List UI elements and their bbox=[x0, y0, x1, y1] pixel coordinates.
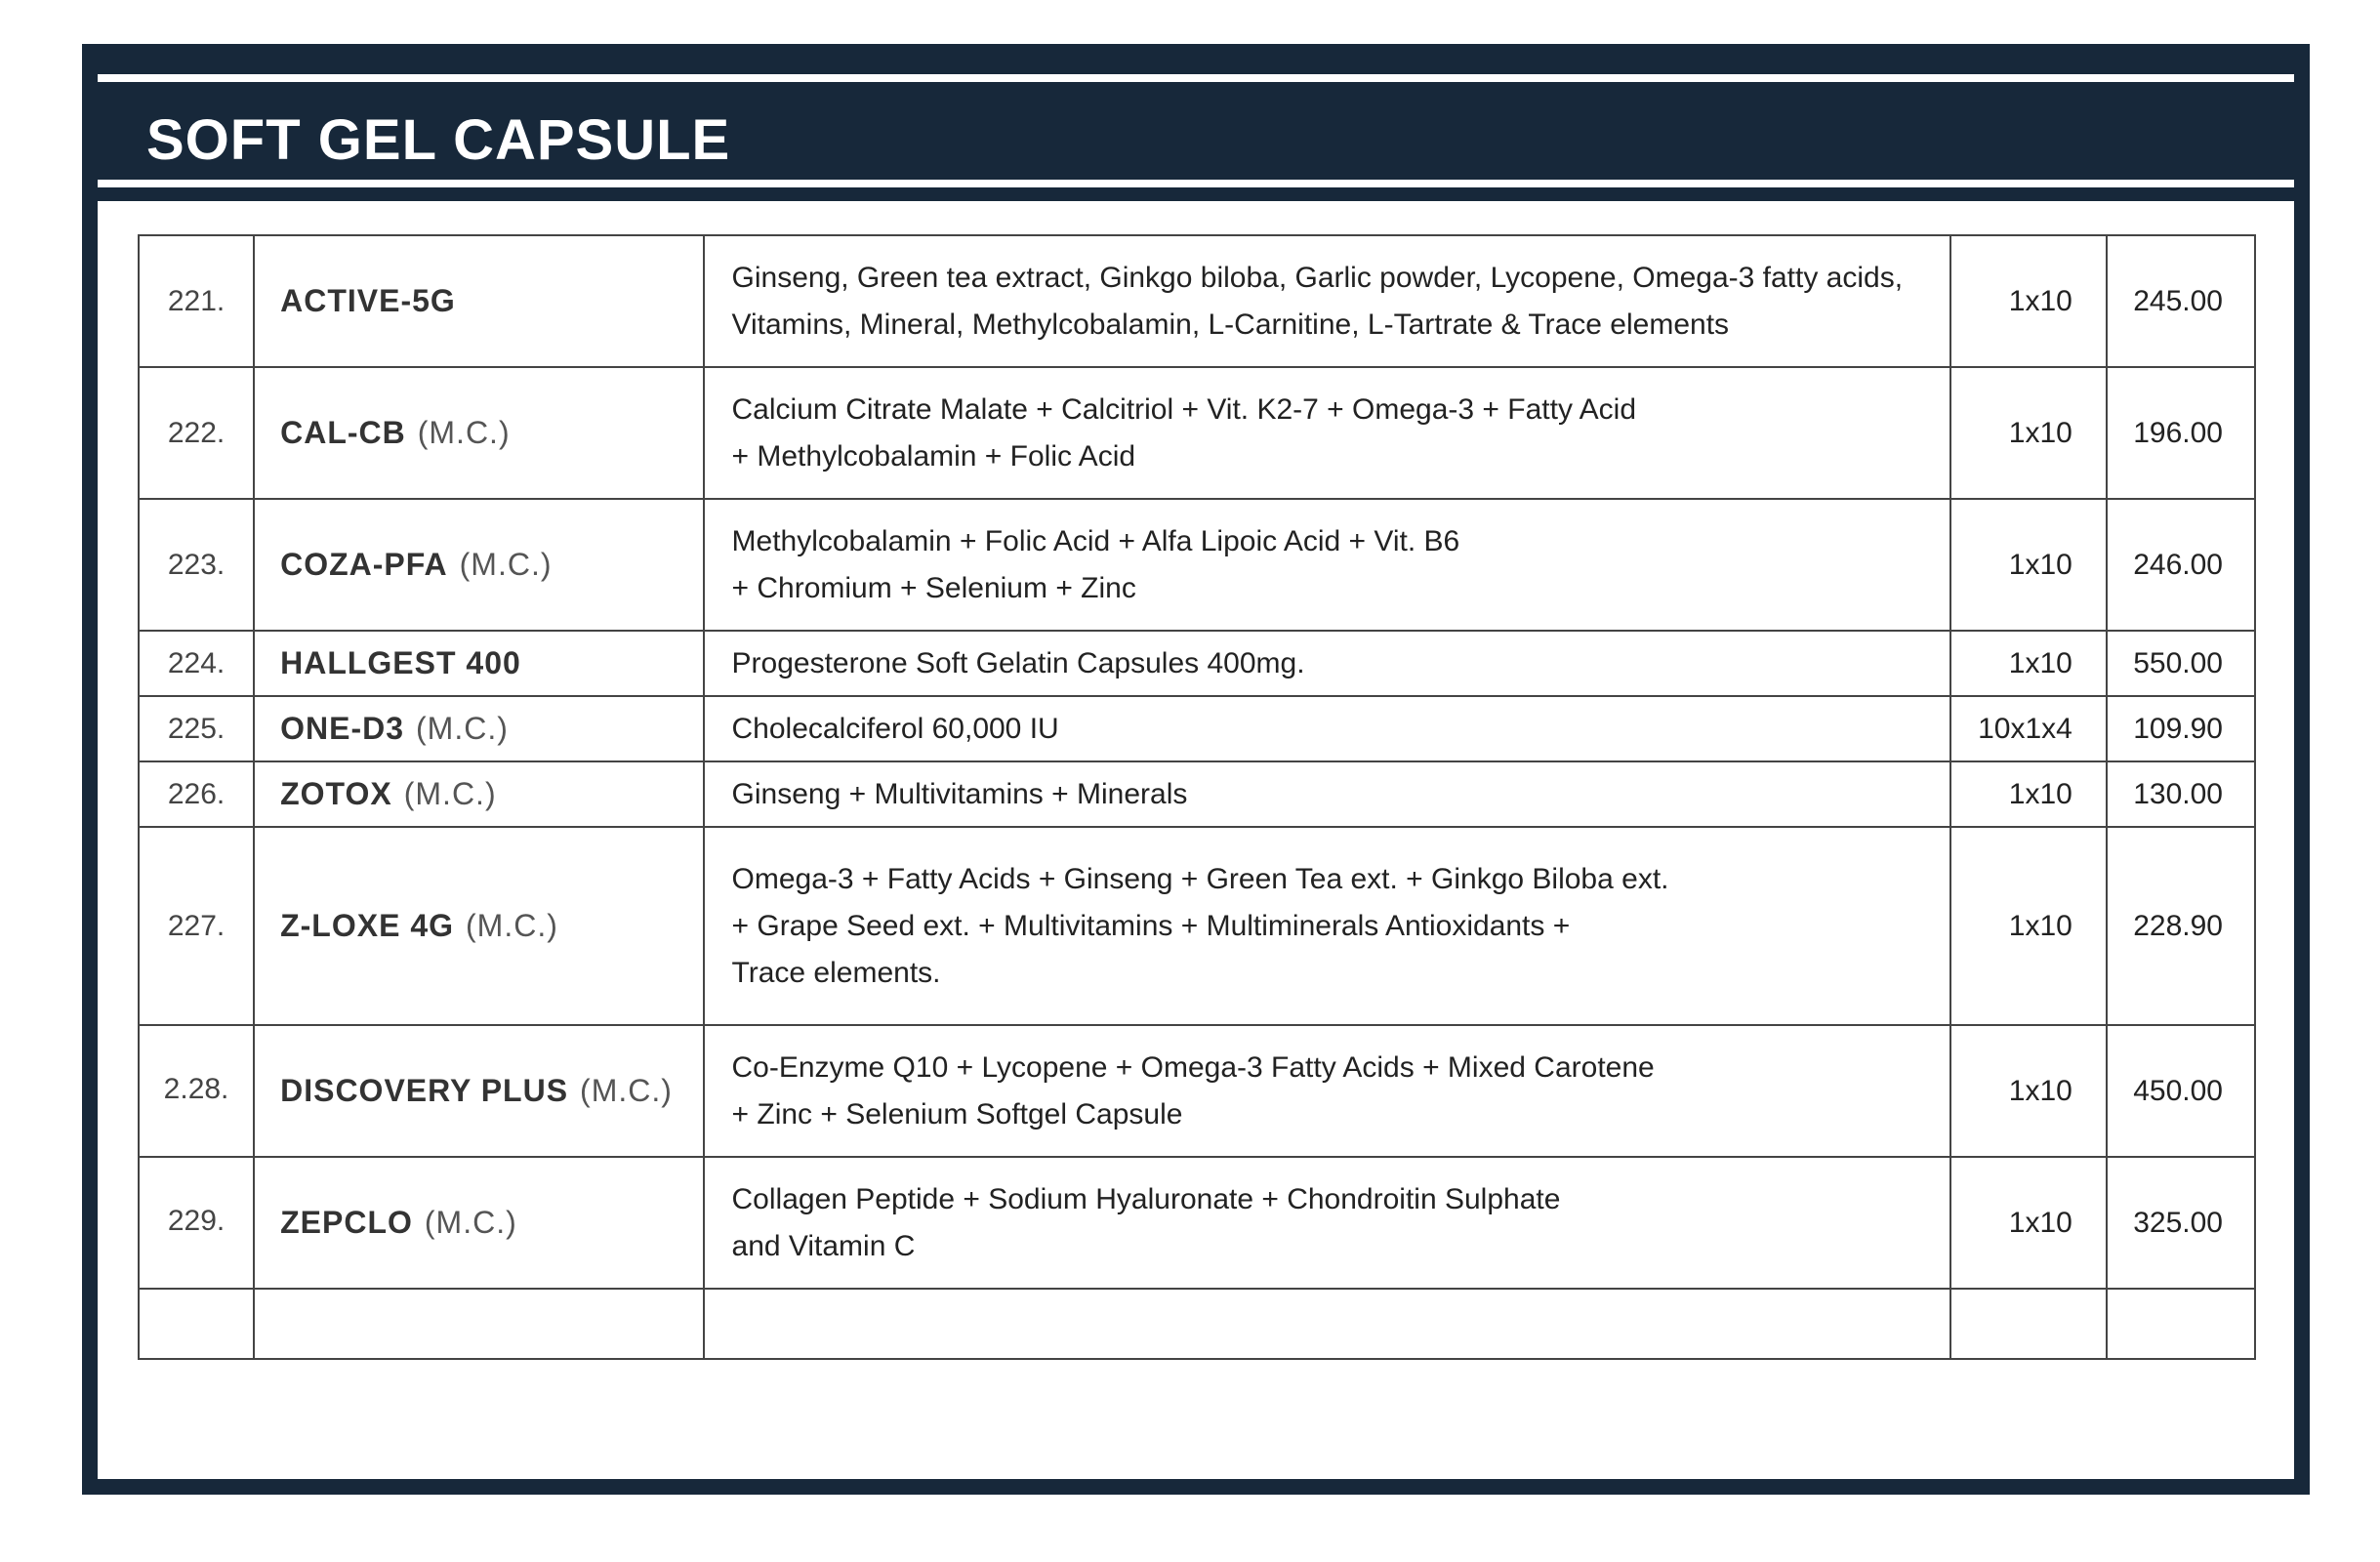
empty-cell bbox=[2107, 1289, 2255, 1359]
product-composition bbox=[704, 1157, 1950, 1289]
product-pack: 1x10 bbox=[1950, 761, 2107, 827]
product-name: DISCOVERY PLUS bbox=[280, 1073, 569, 1108]
header-rule-top bbox=[98, 74, 2294, 82]
table-row bbox=[139, 367, 2255, 499]
empty-cell bbox=[1950, 1289, 2107, 1359]
product-number: 225. bbox=[139, 696, 254, 761]
composition-line: + Methylcobalamin + Folic Acid bbox=[731, 439, 1136, 473]
composition-line: Methylcobalamin + Folic Acid + Alfa Lipoic Acid + Vit. B6 bbox=[731, 524, 1460, 557]
product-composition bbox=[704, 367, 1950, 499]
product-name-cell bbox=[254, 631, 703, 696]
product-pack: 1x10 bbox=[1950, 235, 2107, 367]
product-suffix: (M.C.) bbox=[459, 547, 553, 582]
composition-line: and Vitamin C bbox=[731, 1229, 916, 1262]
product-name-cell bbox=[254, 1157, 703, 1289]
product-number: 222. bbox=[139, 367, 254, 499]
product-composition bbox=[704, 761, 1950, 827]
product-suffix: (M.C.) bbox=[403, 776, 497, 811]
product-composition bbox=[704, 235, 1950, 367]
product-name-cell bbox=[254, 367, 703, 499]
composition-line: Omega-3 + Fatty Acids + Ginseng + Green Tea ext. + Ginkgo Biloba ext. bbox=[731, 862, 1669, 895]
composition-line: Vitamins, Mineral, Methylcobalamin, L-Carnitine, L-Tartrate & Trace elements bbox=[731, 308, 1730, 341]
empty-table-row bbox=[139, 1289, 2255, 1359]
product-composition bbox=[704, 499, 1950, 631]
composition-line: Progesterone Soft Gelatin Capsules 400mg. bbox=[731, 646, 1305, 679]
product-suffix: (M.C.) bbox=[466, 908, 558, 943]
product-name: ONE-D3 bbox=[280, 711, 404, 746]
product-pack: 1x10 bbox=[1950, 499, 2107, 631]
product-number: 227. bbox=[139, 827, 254, 1025]
product-price: 246.00 bbox=[2107, 499, 2255, 631]
table-row bbox=[139, 631, 2255, 696]
composition-line: + Chromium + Selenium + Zinc bbox=[731, 571, 1136, 604]
header-rule-bottom bbox=[98, 180, 2294, 187]
product-pack: 1x10 bbox=[1950, 1157, 2107, 1289]
product-price-table bbox=[138, 234, 2256, 1360]
table-row bbox=[139, 696, 2255, 761]
empty-cell bbox=[139, 1289, 254, 1359]
product-number: 229. bbox=[139, 1157, 254, 1289]
product-pack: 10x1x4 bbox=[1950, 696, 2107, 761]
product-suffix: (M.C.) bbox=[417, 415, 511, 450]
product-pack: 1x10 bbox=[1950, 827, 2107, 1025]
product-name-cell bbox=[254, 696, 703, 761]
product-number: 221. bbox=[139, 235, 254, 367]
product-price: 450.00 bbox=[2107, 1025, 2255, 1157]
product-name: HALLGEST 400 bbox=[280, 645, 521, 680]
page-title: SOFT GEL CAPSULE bbox=[146, 108, 731, 172]
product-composition bbox=[704, 696, 1950, 761]
table-row bbox=[139, 761, 2255, 827]
composition-line: Co-Enzyme Q10 + Lycopene + Omega-3 Fatty Acids + Mixed Carotene bbox=[731, 1050, 1655, 1084]
product-composition bbox=[704, 631, 1950, 696]
product-price: 550.00 bbox=[2107, 631, 2255, 696]
product-pack: 1x10 bbox=[1950, 367, 2107, 499]
empty-cell bbox=[254, 1289, 703, 1359]
product-price: 228.90 bbox=[2107, 827, 2255, 1025]
product-number: 224. bbox=[139, 631, 254, 696]
product-name-cell bbox=[254, 499, 703, 631]
product-price: 325.00 bbox=[2107, 1157, 2255, 1289]
composition-line: + Zinc + Selenium Softgel Capsule bbox=[731, 1097, 1183, 1130]
product-name: ZEPCLO bbox=[280, 1205, 413, 1240]
product-number: 223. bbox=[139, 499, 254, 631]
table-row bbox=[139, 1157, 2255, 1289]
product-suffix: (M.C.) bbox=[580, 1073, 673, 1108]
product-composition bbox=[704, 827, 1950, 1025]
product-suffix: (M.C.) bbox=[424, 1205, 517, 1240]
product-name-cell bbox=[254, 1025, 703, 1157]
product-price: 130.00 bbox=[2107, 761, 2255, 827]
product-table-body bbox=[139, 235, 2255, 1359]
product-pack: 1x10 bbox=[1950, 631, 2107, 696]
product-name-cell bbox=[254, 761, 703, 827]
product-name: ACTIVE-5G bbox=[280, 283, 456, 318]
empty-cell bbox=[704, 1289, 1950, 1359]
composition-line: Ginseng, Green tea extract, Ginkgo biloba, Garlic powder, Lycopene, Omega-3 fatty acids, bbox=[731, 261, 1904, 294]
composition-line: Ginseng + Multivitamins + Minerals bbox=[731, 777, 1188, 810]
product-number: 2.28. bbox=[139, 1025, 254, 1157]
composition-line: + Grape Seed ext. + Multivitamins + Multiminerals Antioxidants + bbox=[731, 909, 1571, 942]
table-row bbox=[139, 235, 2255, 367]
product-name: Z-LOXE 4G bbox=[280, 908, 454, 943]
table-row bbox=[139, 1025, 2255, 1157]
table-row bbox=[139, 499, 2255, 631]
product-name: ZOTOX bbox=[280, 776, 392, 811]
product-suffix: (M.C.) bbox=[416, 711, 509, 746]
composition-line: Trace elements. bbox=[731, 956, 941, 989]
product-name: COZA-PFA bbox=[280, 547, 448, 582]
composition-line: Calcium Citrate Malate + Calcitriol + Vit. K2-7 + Omega-3 + Fatty Acid bbox=[731, 392, 1636, 426]
product-price: 245.00 bbox=[2107, 235, 2255, 367]
table-row bbox=[139, 827, 2255, 1025]
product-price: 109.90 bbox=[2107, 696, 2255, 761]
product-number: 226. bbox=[139, 761, 254, 827]
product-name-cell bbox=[254, 235, 703, 367]
product-composition bbox=[704, 1025, 1950, 1157]
composition-line: Cholecalciferol 60,000 IU bbox=[731, 712, 1059, 745]
product-price: 196.00 bbox=[2107, 367, 2255, 499]
composition-line: Collagen Peptide + Sodium Hyaluronate + Chondroitin Sulphate bbox=[731, 1182, 1561, 1215]
product-pack: 1x10 bbox=[1950, 1025, 2107, 1157]
product-name: CAL-CB bbox=[280, 415, 406, 450]
product-name-cell bbox=[254, 827, 703, 1025]
